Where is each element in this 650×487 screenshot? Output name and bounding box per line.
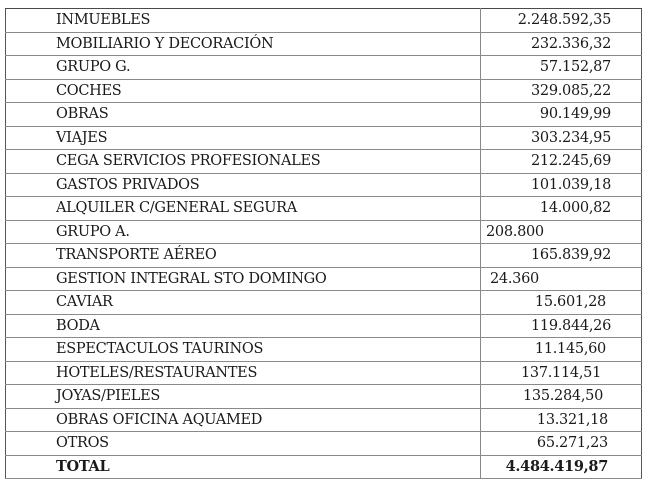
concept-cell: CEGA SERVICIOS PROFESIONALES [6, 150, 481, 174]
table-row [6, 103, 642, 127]
amount-cell: 232.336,32 [481, 32, 642, 56]
table-row [6, 267, 642, 291]
concept-cell: CAVIAR [6, 291, 481, 315]
amount-cell: 15.601,28 [481, 291, 642, 315]
amount-cell: 90.149,99 [481, 103, 642, 127]
table-row [6, 197, 642, 221]
amount-cell: 14.000,82 [481, 197, 642, 221]
amount-cell: 57.152,87 [481, 56, 642, 80]
expenses-table [5, 8, 642, 479]
concept-cell: OTROS [6, 432, 481, 456]
table-row [6, 9, 642, 33]
concept-cell: OBRAS [6, 103, 481, 127]
amount-cell: 101.039,18 [481, 173, 642, 197]
table-row [6, 56, 642, 80]
concept-cell: GRUPO A. [6, 220, 481, 244]
total-row [6, 455, 642, 479]
amount-cell: 212.245,69 [481, 150, 642, 174]
table-row [6, 173, 642, 197]
table-row [6, 32, 642, 56]
table-row [6, 432, 642, 456]
table-row [6, 220, 642, 244]
amount-cell: 65.271,23 [481, 432, 642, 456]
amount-cell: 11.145,60 [481, 338, 642, 362]
amount-cell: 13.321,18 [481, 408, 642, 432]
table-row [6, 79, 642, 103]
concept-cell: OBRAS OFICINA AQUAMED [6, 408, 481, 432]
concept-cell: VIAJES [6, 126, 481, 150]
concept-cell: COCHES [6, 79, 481, 103]
concept-cell: HOTELES/RESTAURANTES [6, 361, 481, 385]
amount-cell: 137.114,51 [481, 361, 642, 385]
amount-cell: 2.248.592,35 [481, 9, 642, 33]
amount-cell: 329.085,22 [481, 79, 642, 103]
table-row [6, 385, 642, 409]
amount-cell: 165.839,92 [481, 244, 642, 268]
concept-cell: GRUPO G. [6, 56, 481, 80]
table-row [6, 314, 642, 338]
amount-cell: 303.234,95 [481, 126, 642, 150]
table-row [6, 291, 642, 315]
concept-cell: JOYAS/PIELES [6, 385, 481, 409]
total-amount: 4.484.419,87 [481, 455, 642, 479]
amount-cell: 208.800 [481, 220, 642, 244]
amount-cell: 119.844,26 [481, 314, 642, 338]
table-row [6, 338, 642, 362]
concept-cell: GASTOS PRIVADOS [6, 173, 481, 197]
table-row [6, 361, 642, 385]
amount-cell: 24.360 [481, 267, 642, 291]
concept-cell: MOBILIARIO Y DECORACIÓN [6, 32, 481, 56]
total-label: TOTAL [6, 455, 481, 479]
amount-cell: 135.284,50 [481, 385, 642, 409]
table-row [6, 408, 642, 432]
concept-cell: BODA [6, 314, 481, 338]
concept-cell: ESPECTACULOS TAURINOS [6, 338, 481, 362]
table-row [6, 244, 642, 268]
concept-cell: INMUEBLES [6, 9, 481, 33]
table-row [6, 126, 642, 150]
table-row [6, 150, 642, 174]
concept-cell: ALQUILER C/GENERAL SEGURA [6, 197, 481, 221]
concept-cell: TRANSPORTE AÉREO [6, 244, 481, 268]
concept-cell: GESTION INTEGRAL STO DOMINGO [6, 267, 481, 291]
